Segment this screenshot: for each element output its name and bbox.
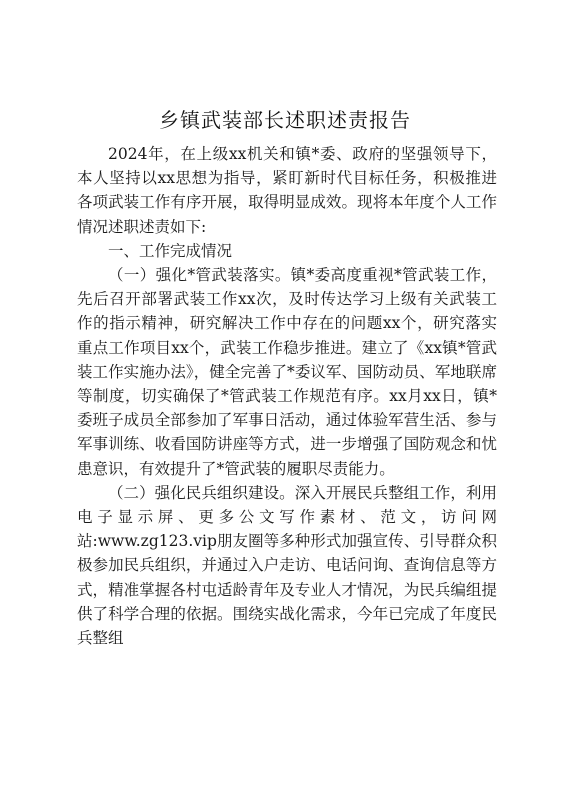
intro-paragraph: 2024年，在上级xx机关和镇*委、政府的坚强领导下，本人坚持以xx思想为指导，紧盯新时代目标任务，积极推进各项武装工作有序开展，取得明显成效。现将本年度个人工作情况述职述责如下: [77,145,497,236]
document-body [77,142,497,650]
body-paragraph: （一）强化*管武装落实。镇*委高度重视*管武装工作，先后召开部署武装工作xx次，及时传达学习上级有关武装工作的指示精神，研究解决工作中存在的问题xx个，研究落实重点工作项目xx个，武装工作稳步推进。建立了《xx镇*管武装工作实施办法》，健全完善了*委议军、国防动员、军地联席等制度，切实确保了*管武装工作规范有序。xx月xx日，镇*委班子成员全部参加了军事日活动，通过体验军营生活、参与军事训练、收看国防讲座等方式，进一步增强了国防观念和忧患意识，有效提升了*管武装的履职尽责能力。 [77,266,497,478]
body-paragraph: （二）强化民兵组织建设。深入开展民兵整组工作，利用电子显示屏、更多公文写作素材、范文，访问网站:www.zg123.vip朋友圈等多种形式加强宣传、引导群众积极参加民兵组织，并通过入户走访、电话问询、查询信息等方式，精准掌握各村屯适龄青年及专业人才情况，为民兵编组提供了科学合理的依据。围绕实战化需求，今年已完成了年度民兵整组 [77,483,497,648]
section-heading: 一、工作完成情况 [108,241,233,260]
document-title: 乡镇武装部长述职述责报告 [159,108,411,132]
